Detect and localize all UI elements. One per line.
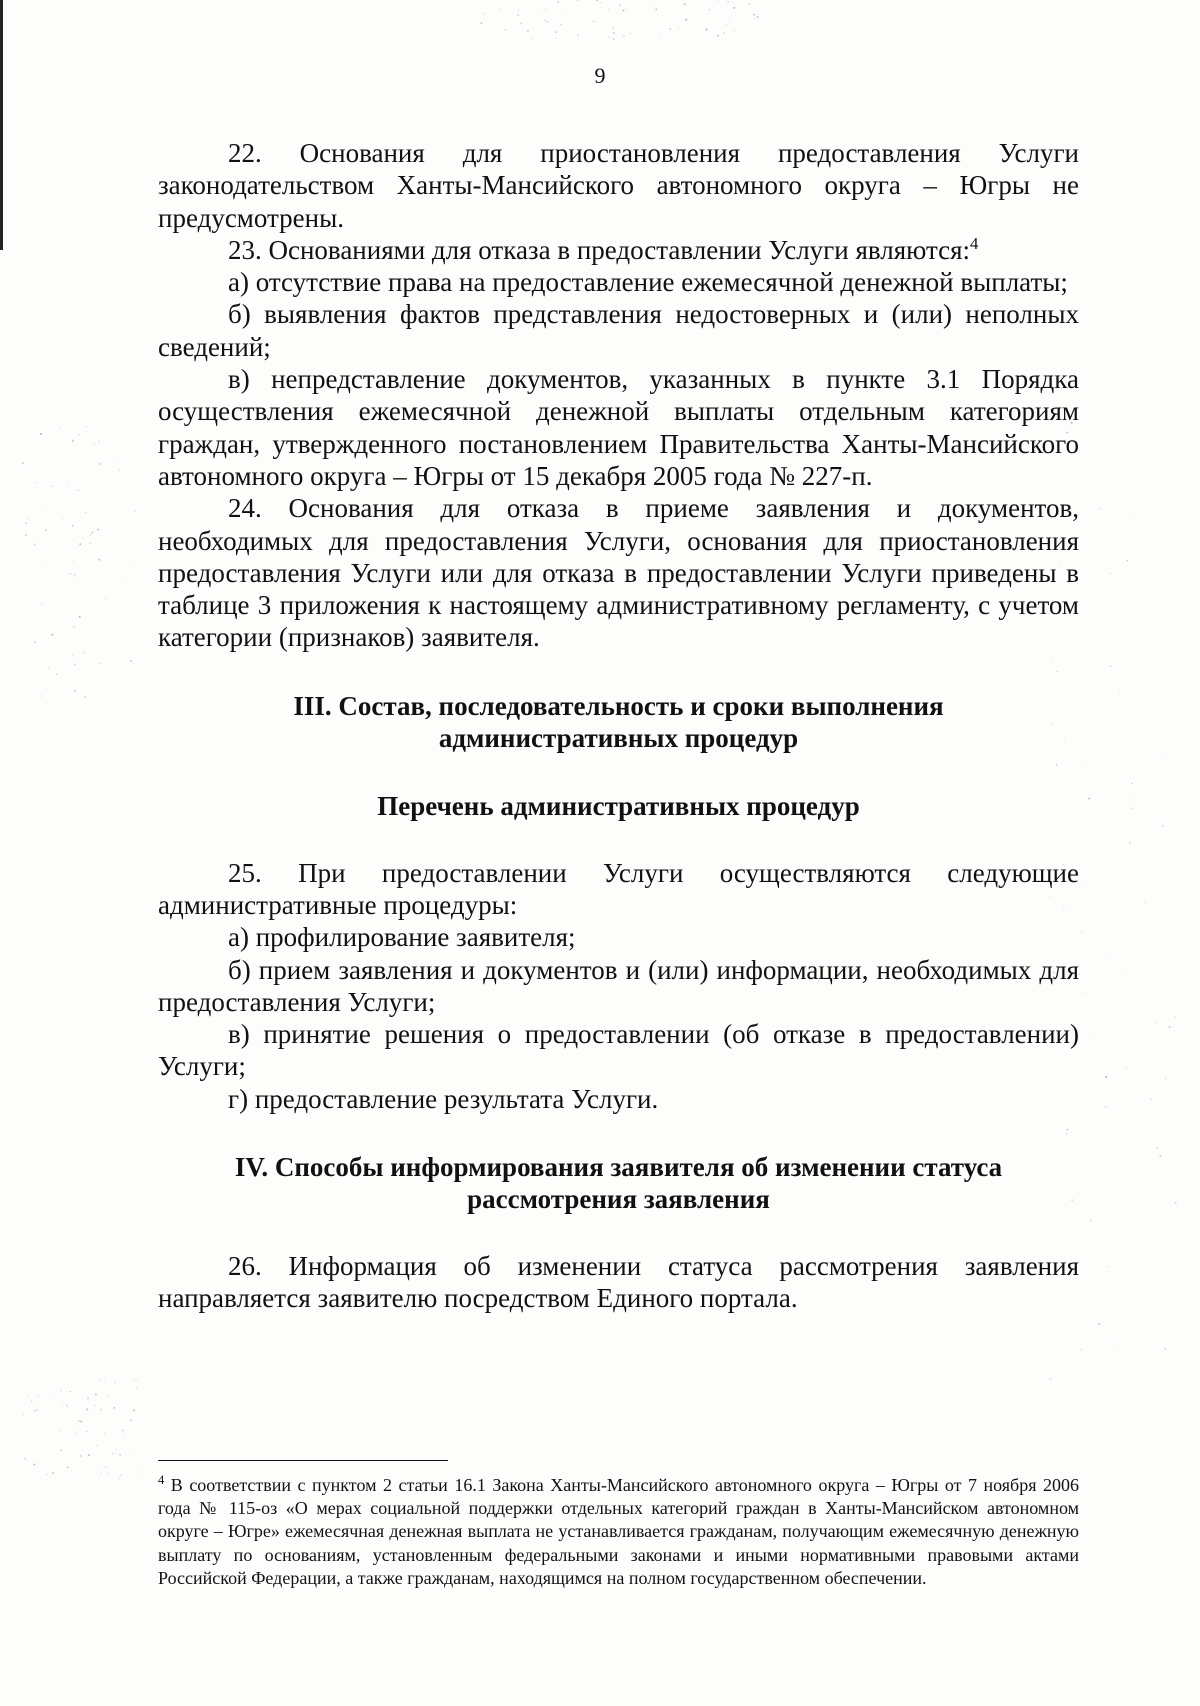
scan-speck [1144,733,1145,734]
paragraph-25-b: б) прием заявления и документов и (или) информации, необходимых для предоставления Услуги; [158,954,1079,1017]
scan-speck [112,1453,114,1455]
scan-speck [101,1472,102,1473]
scan-speck [119,1454,121,1456]
scan-speck [545,9,546,10]
scan-speck [86,426,87,427]
scan-speck [51,485,53,487]
scan-speck [655,9,657,11]
scan-speck [1105,1076,1107,1078]
scan-speck [619,4,621,6]
scan-speck [669,28,671,30]
paragraph-22: 22. Основания для приостановления предоставления Услуги законодательством Ханты-Мансийского автономного округа – Югры не предусмотрены. [158,138,1079,233]
scan-speck [33,1464,35,1466]
scan-speck [1169,1026,1171,1028]
scan-speck [118,1477,120,1479]
scan-speck [36,1409,38,1411]
scan-speck [712,24,713,25]
scan-speck [63,1405,64,1406]
scan-speck [29,666,30,667]
paragraph-23-b: б) выявления фактов представления недостоверных и (или) неполных сведений; [158,299,1079,362]
scan-speck [600,2,601,3]
scan-speck [133,1380,134,1381]
paragraph-25: 25. При предоставлении Услуги осуществляются следующие административные процедуры: [158,857,1079,920]
scan-speck [67,1406,69,1408]
scan-speck [630,33,631,34]
scan-speck [1107,958,1108,959]
footnote-text: В соответствии с пунктом 2 статьи 16.1 Закона Ханты-Мансийского автономного округа – Югры от 7 ноября 2006 года № 115-оз «О мерах социальной поддержки отдельных категорий граждан в Ханты-Мансийском автономном округе – Югре» ежемесячная денежная выплата не устанавливается гражданам, получающим ежемесячную денежную выплату по основаниям, установленным федеральными законами и иными нормативными правовыми актами Российской Федерации, а также гражданам, находящимся на полном государственном обеспечении. [158,1475,1079,1588]
scan-speck [60,1390,62,1392]
scan-speck [78,1420,79,1421]
scan-speck [98,441,100,443]
page-number: 9 [594,63,606,88]
scan-speck [499,8,500,9]
footnote-separator [158,1460,448,1461]
scan-speck [757,16,759,18]
scan-speck [1175,1202,1177,1204]
scan-speck [1081,931,1083,933]
scan-speck [123,1436,124,1437]
scan-speck [78,490,79,491]
scan-speck [1145,902,1146,903]
scan-speck [100,463,102,465]
scan-speck [754,18,755,19]
scan-speck [85,512,86,513]
scan-speck [33,543,35,545]
scan-speck [55,1392,56,1393]
section-4-heading-line1: IV. Способы информирования заявителя об изменении статуса [234,1152,1003,1183]
scan-speck [560,24,562,26]
scan-speck [83,538,84,539]
scan-speck [136,1387,138,1389]
scan-speck [79,616,81,618]
paragraph-23-v: в) непредставление документов, указанных в пункте 3.1 Порядка осуществления ежемесячной денежной выплаты отдельным категориям граждан, утвержденного постановлением Правительства Ханты-Мансийского автономного округа – Югры от 15 декабря 2005 года № 227-п. [158,364,1079,491]
scan-speck [717,35,719,37]
scan-speck [108,1473,109,1474]
scan-speck [86,1431,88,1433]
scan-speck [22,1414,24,1416]
scan-speck [66,1404,67,1405]
scan-speck [27,519,28,520]
scan-speck [98,462,100,464]
scan-speck [85,696,87,698]
scan-speck [1135,427,1136,428]
scan-speck [98,559,100,561]
scan-speck [90,543,91,544]
scan-speck [76,1433,78,1435]
scan-speck [87,1397,89,1399]
scan-speck [733,32,734,33]
scan-speck [678,27,679,28]
scan-speck [1151,1099,1152,1100]
paragraph-25-a: а) профилирование заявителя; [228,922,576,953]
scan-speck [115,1449,116,1450]
scan-speck [34,1410,35,1411]
scan-speck [79,434,80,435]
section-3-heading [158,690,1079,755]
scan-speck [94,444,95,445]
scan-speck [608,9,609,10]
scan-speck [42,505,43,506]
scan-speck [613,38,615,40]
scan-speck [653,5,654,6]
scan-speck [37,1396,38,1397]
scan-speck [577,0,578,1]
scan-speck [623,35,625,37]
scan-speck [59,1431,60,1432]
scan-speck [1162,825,1163,826]
scan-speck [556,31,558,33]
scan-speck [684,3,686,5]
scan-speck [1081,1349,1082,1350]
paragraph-26: 26. Информация об изменении статуса рассмотрения заявления направляется заявителю посредством Единого портала. [158,1250,1079,1313]
scan-speck [69,1391,71,1393]
scan-speck [596,0,598,1]
scan-speck [74,574,76,576]
scan-speck [1165,757,1166,758]
scan-speck [1088,797,1090,799]
scan-speck [1157,1148,1159,1150]
section-4-heading [158,1151,1079,1216]
scan-speck [78,577,79,578]
scan-speck [133,1409,135,1411]
scan-speck [1085,993,1086,994]
scan-speck [613,25,615,27]
scan-speck [100,1409,102,1411]
scan-speck [733,7,735,9]
scan-speck [25,523,26,524]
scan-speck [1127,560,1129,562]
scan-speck [1154,823,1155,824]
scan-speck [72,525,74,527]
scan-speck [49,1428,50,1429]
scan-speck [517,14,519,16]
scan-speck [1118,1344,1119,1345]
scan-speck [40,430,41,431]
scan-speck [1098,1323,1100,1325]
scan-speck [100,1380,101,1381]
section-3-heading-line2: административных процедур [438,723,799,754]
scan-speck [1129,796,1130,797]
scan-speck [77,536,78,537]
scan-speck [608,36,610,38]
scan-speck [1125,1067,1126,1068]
scan-speck [1119,693,1120,694]
scan-speck [726,24,727,25]
scan-speck [734,30,735,31]
scan-speck [1050,1378,1052,1380]
scan-speck [518,9,520,11]
scan-speck [95,1394,97,1396]
scan-speck [113,1407,115,1409]
scan-speck [130,1419,132,1421]
scan-speck [73,561,74,562]
scan-speck [137,1478,138,1479]
scan-speck [105,1467,106,1468]
paragraph-24: 24. Основания для отказа в приеме заявления и документов, необходимых для предоставления Услуги, основания для приостановления предоставления Услуги или для отказа в предоставлении Услуги приведены в таблице 3 приложения к настоящему административному регламенту, с учетом категории (признаков) заявителя. [158,493,1079,653]
scan-speck [137,1380,138,1381]
scan-speck [80,1420,82,1422]
scan-speck [42,604,43,605]
scan-speck [542,13,543,14]
scan-speck [90,534,91,535]
scan-speck [104,1433,105,1434]
scan-speck [52,687,53,688]
scan-speck [36,482,37,483]
scan-speck [520,23,522,25]
scan-speck [544,19,546,21]
scan-speck [532,38,533,39]
scan-speck [72,440,74,442]
scan-speck [137,1397,138,1398]
scan-speck [59,427,60,428]
scan-speck [547,21,549,23]
scan-speck [557,1,559,3]
scan-speck [1165,1078,1166,1079]
scan-speck [727,1,729,3]
scan-speck [1090,1220,1091,1221]
scan-speck [626,8,627,9]
scan-speck [80,1455,82,1457]
scan-speck [34,641,36,643]
scan-speck [1085,765,1086,766]
scan-speck [577,34,579,36]
scan-speck [717,1,718,2]
scan-speck [74,663,76,665]
scan-speck [505,29,507,31]
scan-speck [88,1454,90,1456]
scan-speck [1165,1348,1166,1349]
scan-speck [592,21,593,22]
scan-speck [1099,508,1101,510]
scan-speck [31,1400,33,1402]
scan-speck [1108,1266,1109,1267]
scan-speck [97,529,99,531]
scan-speck [523,23,524,24]
footnote-marker: 4 [158,1473,165,1487]
scan-speck [1105,1106,1107,1108]
scan-speck [1160,1155,1162,1157]
scan-speck [67,1466,69,1468]
scan-speck [45,529,47,531]
footnote-ref: 4 [970,233,979,253]
scan-speck [555,38,556,39]
scan-speck [86,1409,88,1411]
scan-speck [51,634,53,636]
scan-speck [40,433,42,435]
scan-speck [1094,1037,1095,1038]
scan-speck [1131,807,1133,809]
scan-speck [1155,1021,1157,1023]
scan-speck [119,469,120,470]
scan-speck [96,1445,97,1446]
scan-speck [68,482,69,483]
footnote-4 [158,1474,1079,1590]
scan-speck [99,663,100,664]
scan-speck [114,458,115,459]
scan-speck [91,532,93,534]
scan-speck [685,19,687,21]
scan-speck [1122,975,1123,976]
scan-speck [127,579,128,580]
scan-speck [1174,1016,1175,1017]
scan-speck [130,660,132,662]
scan-speck [705,29,707,31]
scan-speck [43,567,44,568]
scan-speck [753,14,755,16]
scan-speck [709,9,711,11]
scan-speck [613,28,614,29]
scan-speck [596,21,597,22]
scan-speck [1083,884,1084,885]
scan-speck [1109,665,1111,667]
scan-speck [74,690,76,692]
scan-speck [98,1467,99,1468]
scan-speck [480,22,482,24]
scan-speck [122,1430,124,1432]
scan-speck [562,8,563,9]
scan-speck [114,1382,115,1383]
document-body [158,137,1079,1314]
scan-speck [71,1472,72,1473]
scan-speck [1109,573,1110,574]
scan-speck [134,510,135,511]
scan-speck [22,462,24,464]
scan-speck [25,535,27,537]
scan-speck [104,1381,105,1382]
scan-speck [1088,1398,1089,1399]
scan-speck [40,695,41,696]
scan-speck [105,598,106,599]
scan-speck [56,673,58,675]
scan-speck [660,37,661,38]
scan-speck [1129,842,1130,843]
scan-speck [1101,698,1102,699]
scan-speck [79,543,81,545]
scan-speck [62,518,63,519]
scan-speck [728,18,729,19]
scan-speck [527,30,529,32]
scan-speck [134,1455,135,1456]
scan-speck [52,1472,54,1474]
scan-speck [94,1405,95,1406]
scan-speck [76,1423,77,1424]
paragraph-23 [158,234,1079,266]
section-3-subheading: Перечень административных процедур [377,791,860,822]
paragraph-25-v: в) принятие решения о предоставлении (об отказе в предоставлении) Услуги; [158,1019,1079,1082]
scan-speck [48,667,49,668]
scan-speck [120,1475,121,1476]
scan-speck [84,652,86,654]
scan-speck [549,30,550,31]
scan-speck [622,9,624,11]
scan-speck [1130,517,1131,518]
scan-speck [135,564,136,565]
scan-speck [74,626,75,627]
paragraph-23-text: 23. Основаниями для отказа в предоставлении Услуги являются: [228,234,971,265]
scan-speck [69,573,71,575]
section-3-heading-line1: III. Состав, последовательность и сроки выполнения [293,690,944,721]
scan-speck [47,1474,48,1475]
scan-speck [61,1450,63,1452]
section-4-heading-line2: рассмотрения заявления [467,1184,770,1215]
paragraph-23-a: а) отсутствие права на предоставление ежемесячной денежной выплаты; [228,267,1068,298]
scan-speck [482,13,484,15]
scan-speck [613,32,615,34]
paragraph-25-g: г) предоставление результата Услуги. [228,1083,659,1114]
scan-speck [107,1396,108,1397]
scan-speck [1131,783,1132,784]
scan-speck [749,3,750,4]
scan-speck [28,1396,29,1397]
scan-speck [72,654,73,655]
scan-speck [24,1458,26,1460]
scan-speck [724,32,725,33]
scan-speck [136,1469,137,1470]
